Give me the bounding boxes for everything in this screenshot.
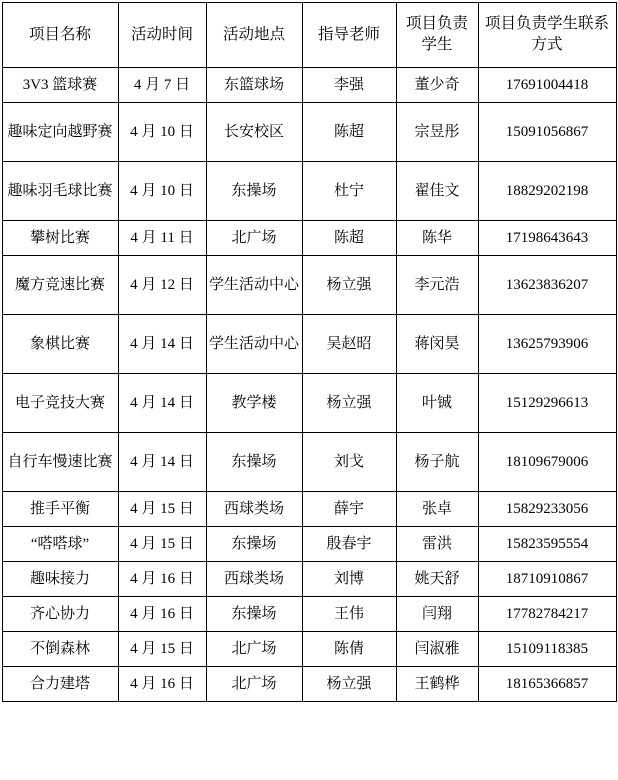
cell-advisor-teacher: 杨立强 (302, 667, 396, 702)
cell-contact: 18109679006 (478, 433, 616, 492)
table-row (2, 492, 616, 527)
cell-activity-place: 学生活动中心 (206, 256, 302, 315)
table-row (2, 374, 616, 433)
cell-lead-student: 闫淑雅 (396, 632, 478, 667)
cell-contact: 15829233056 (478, 492, 616, 527)
cell-activity-time: 4 月 16 日 (118, 562, 206, 597)
cell-advisor-teacher: 李强 (302, 68, 396, 103)
cell-activity-place: 长安校区 (206, 103, 302, 162)
cell-advisor-teacher: 殷春宇 (302, 527, 396, 562)
cell-activity-time: 4 月 10 日 (118, 103, 206, 162)
cell-activity-time: 4 月 15 日 (118, 492, 206, 527)
cell-activity-time: 4 月 10 日 (118, 162, 206, 221)
table-row (2, 315, 616, 374)
cell-activity-time: 4 月 16 日 (118, 667, 206, 702)
cell-activity-place: 西球类场 (206, 562, 302, 597)
cell-activity-place: 北广场 (206, 221, 302, 256)
cell-activity-place: 北广场 (206, 632, 302, 667)
cell-project-name: 推手平衡 (2, 492, 118, 527)
column-header-project-name: 项目名称 (2, 3, 118, 68)
table-row (2, 562, 616, 597)
cell-activity-time: 4 月 11 日 (118, 221, 206, 256)
cell-lead-student: 张卓 (396, 492, 478, 527)
cell-advisor-teacher: 薛宇 (302, 492, 396, 527)
cell-project-name: 魔方竞速比赛 (2, 256, 118, 315)
cell-lead-student: 董少奇 (396, 68, 478, 103)
cell-project-name: “嗒嗒球” (2, 527, 118, 562)
cell-lead-student: 姚天舒 (396, 562, 478, 597)
table-row (2, 68, 616, 103)
column-header-contact: 项目负责学生联系方式 (478, 3, 616, 68)
table-row (2, 667, 616, 702)
cell-project-name: 3V3 篮球赛 (2, 68, 118, 103)
cell-project-name: 电子竞技大赛 (2, 374, 118, 433)
cell-lead-student: 雷洪 (396, 527, 478, 562)
cell-lead-student: 王鹤桦 (396, 667, 478, 702)
cell-activity-place: 东操场 (206, 433, 302, 492)
cell-activity-time: 4 月 15 日 (118, 527, 206, 562)
cell-project-name: 不倒森林 (2, 632, 118, 667)
cell-advisor-teacher: 王伟 (302, 597, 396, 632)
activity-schedule-table (2, 2, 617, 702)
table-row (2, 597, 616, 632)
cell-advisor-teacher: 陈超 (302, 103, 396, 162)
cell-contact: 13625793906 (478, 315, 616, 374)
cell-lead-student: 翟佳文 (396, 162, 478, 221)
cell-contact: 15129296613 (478, 374, 616, 433)
cell-contact: 15823595554 (478, 527, 616, 562)
table-body (2, 68, 616, 702)
cell-lead-student: 闫翔 (396, 597, 478, 632)
cell-contact: 15091056867 (478, 103, 616, 162)
table-row (2, 256, 616, 315)
cell-activity-place: 学生活动中心 (206, 315, 302, 374)
cell-advisor-teacher: 陈超 (302, 221, 396, 256)
cell-project-name: 合力建塔 (2, 667, 118, 702)
column-header-activity-place: 活动地点 (206, 3, 302, 68)
cell-lead-student: 蒋闵昊 (396, 315, 478, 374)
cell-activity-place: 东操场 (206, 527, 302, 562)
cell-activity-time: 4 月 15 日 (118, 632, 206, 667)
cell-project-name: 攀树比赛 (2, 221, 118, 256)
cell-activity-place: 东操场 (206, 597, 302, 632)
table-header-row (2, 3, 616, 68)
cell-lead-student: 叶铖 (396, 374, 478, 433)
cell-advisor-teacher: 杜宁 (302, 162, 396, 221)
cell-activity-place: 东操场 (206, 162, 302, 221)
cell-contact: 15109118385 (478, 632, 616, 667)
cell-project-name: 象棋比赛 (2, 315, 118, 374)
cell-activity-time: 4 月 7 日 (118, 68, 206, 103)
column-header-activity-time: 活动时间 (118, 3, 206, 68)
cell-contact: 18710910867 (478, 562, 616, 597)
cell-advisor-teacher: 刘戈 (302, 433, 396, 492)
cell-contact: 17198643643 (478, 221, 616, 256)
cell-activity-time: 4 月 14 日 (118, 433, 206, 492)
cell-activity-time: 4 月 14 日 (118, 315, 206, 374)
cell-advisor-teacher: 吴赵昭 (302, 315, 396, 374)
cell-advisor-teacher: 陈倩 (302, 632, 396, 667)
cell-activity-place: 教学楼 (206, 374, 302, 433)
column-header-advisor-teacher: 指导老师 (302, 3, 396, 68)
cell-activity-time: 4 月 14 日 (118, 374, 206, 433)
cell-project-name: 趣味羽毛球比赛 (2, 162, 118, 221)
column-header-lead-student: 项目负责学生 (396, 3, 478, 68)
cell-activity-time: 4 月 12 日 (118, 256, 206, 315)
cell-contact: 13623836207 (478, 256, 616, 315)
table-row (2, 433, 616, 492)
cell-lead-student: 陈华 (396, 221, 478, 256)
cell-project-name: 自行车慢速比赛 (2, 433, 118, 492)
cell-contact: 18829202198 (478, 162, 616, 221)
cell-contact: 18165366857 (478, 667, 616, 702)
table-row (2, 632, 616, 667)
cell-lead-student: 李元浩 (396, 256, 478, 315)
cell-advisor-teacher: 刘博 (302, 562, 396, 597)
cell-activity-place: 西球类场 (206, 492, 302, 527)
table-row (2, 527, 616, 562)
cell-advisor-teacher: 杨立强 (302, 374, 396, 433)
cell-project-name: 趣味接力 (2, 562, 118, 597)
cell-project-name: 趣味定向越野赛 (2, 103, 118, 162)
table-row (2, 221, 616, 256)
cell-activity-time: 4 月 16 日 (118, 597, 206, 632)
table-row (2, 162, 616, 221)
cell-lead-student: 宗昱彤 (396, 103, 478, 162)
cell-contact: 17782784217 (478, 597, 616, 632)
cell-project-name: 齐心协力 (2, 597, 118, 632)
cell-activity-place: 东篮球场 (206, 68, 302, 103)
table-row (2, 103, 616, 162)
cell-activity-place: 北广场 (206, 667, 302, 702)
cell-lead-student: 杨子航 (396, 433, 478, 492)
table-header (2, 3, 616, 68)
cell-advisor-teacher: 杨立强 (302, 256, 396, 315)
cell-contact: 17691004418 (478, 68, 616, 103)
